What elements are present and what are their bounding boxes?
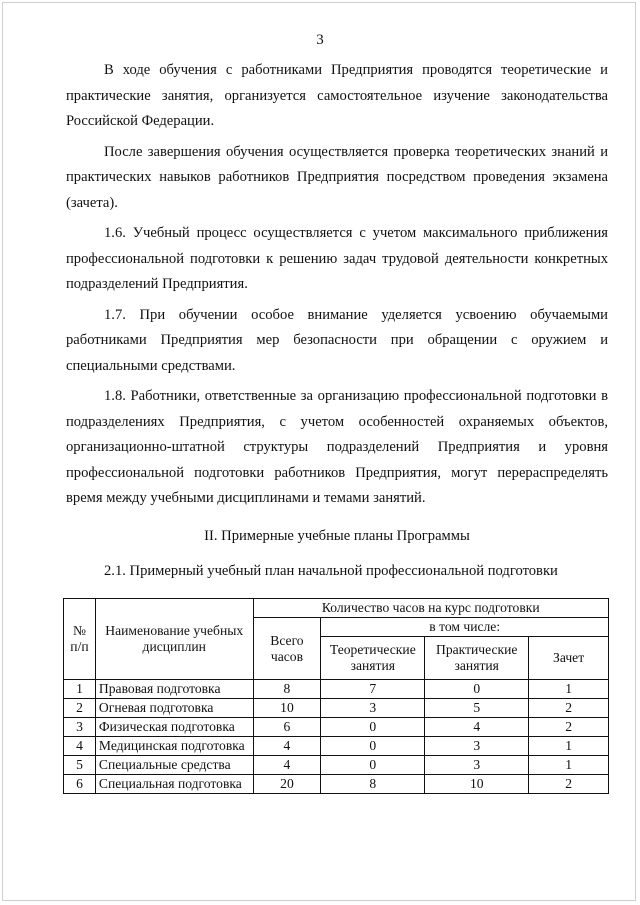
header-theory: Теоретические занятия <box>321 637 425 680</box>
page-number: 3 <box>316 32 324 48</box>
row-total: 4 <box>253 737 321 756</box>
row-test: 2 <box>529 718 609 737</box>
body-text <box>66 58 608 517</box>
header-test: Зачет <box>529 637 609 680</box>
table-caption: 2.1. Примерный учебный план начальной профессиональной подготовки <box>104 563 558 579</box>
row-number: 2 <box>64 699 96 718</box>
paragraph-1-6: 1.6. Учебный процесс осуществляется с учетом максимального приближения профессиональной подготовки к решению задач трудовой деятельности конкретных подразделений Предприятия. <box>66 225 608 292</box>
row-test: 1 <box>529 737 609 756</box>
row-number: 5 <box>64 756 96 775</box>
row-total: 8 <box>253 680 321 699</box>
curriculum-table <box>63 598 609 794</box>
row-theory: 3 <box>321 699 425 718</box>
row-test: 2 <box>529 699 609 718</box>
row-number: 4 <box>64 737 96 756</box>
row-discipline: Специальная подготовка <box>95 775 253 794</box>
table-row <box>64 775 609 794</box>
row-practice: 3 <box>425 737 529 756</box>
header-number: № п/п <box>64 599 96 680</box>
section-title: II. Примерные учебные планы Программы <box>204 528 470 544</box>
row-theory: 0 <box>321 737 425 756</box>
row-practice: 10 <box>425 775 529 794</box>
header-total: Всего часов <box>253 618 321 680</box>
paragraph-2: После завершения обучения осуществляется проверка теоретических знаний и практических навыков работников Предприятия посредством проведения экзамена (зачета). <box>66 143 608 211</box>
table-row <box>64 737 609 756</box>
row-total: 10 <box>253 699 321 718</box>
table-row <box>64 680 609 699</box>
paragraph-1-8: 1.8. Работники, ответственные за организацию профессиональной подготовки в подразделениях Предприятия, с учетом особенностей охраняемых объектов, организационно-штатной структуры подразделений Предприятия и уровня профессиональной подготовки работников Предприятия, могут перераспределять время между учебными дисциплинами и темами занятий. <box>66 388 608 506</box>
row-discipline: Специальные средства <box>95 756 253 775</box>
row-test: 1 <box>529 756 609 775</box>
row-practice: 4 <box>425 718 529 737</box>
row-total: 6 <box>253 718 321 737</box>
table-row <box>64 718 609 737</box>
header-including: в том числе: <box>321 618 609 637</box>
row-number: 1 <box>64 680 96 699</box>
paragraph-1: В ходе обучения с работниками Предприятия проводятся теоретические и практические занятия, организуется самостоятельное изучение законодательства Российской Федерации. <box>66 62 608 129</box>
row-theory: 0 <box>321 756 425 775</box>
row-test: 2 <box>529 775 609 794</box>
row-number: 6 <box>64 775 96 794</box>
row-practice: 0 <box>425 680 529 699</box>
paragraph-1-7: 1.7. При обучении особое внимание уделяется усвоению обучаемыми работниками Предприятия мер безопасности при обращении с оружием и специальными средствами. <box>66 306 608 374</box>
table-row <box>64 756 609 775</box>
row-total: 20 <box>253 775 321 794</box>
row-total: 4 <box>253 756 321 775</box>
row-practice: 3 <box>425 756 529 775</box>
row-discipline: Медицинская подготовка <box>95 737 253 756</box>
table-row <box>64 699 609 718</box>
header-hours-group: Количество часов на курс подготовки <box>253 599 608 618</box>
row-theory: 0 <box>321 718 425 737</box>
row-discipline: Правовая подготовка <box>95 680 253 699</box>
row-test: 1 <box>529 680 609 699</box>
header-practice: Практические занятия <box>425 637 529 680</box>
header-name: Наименование учебных дисциплин <box>95 599 253 680</box>
row-theory: 7 <box>321 680 425 699</box>
row-discipline: Огневая подготовка <box>95 699 253 718</box>
row-theory: 8 <box>321 775 425 794</box>
row-practice: 5 <box>425 699 529 718</box>
row-number: 3 <box>64 718 96 737</box>
row-discipline: Физическая подготовка <box>95 718 253 737</box>
